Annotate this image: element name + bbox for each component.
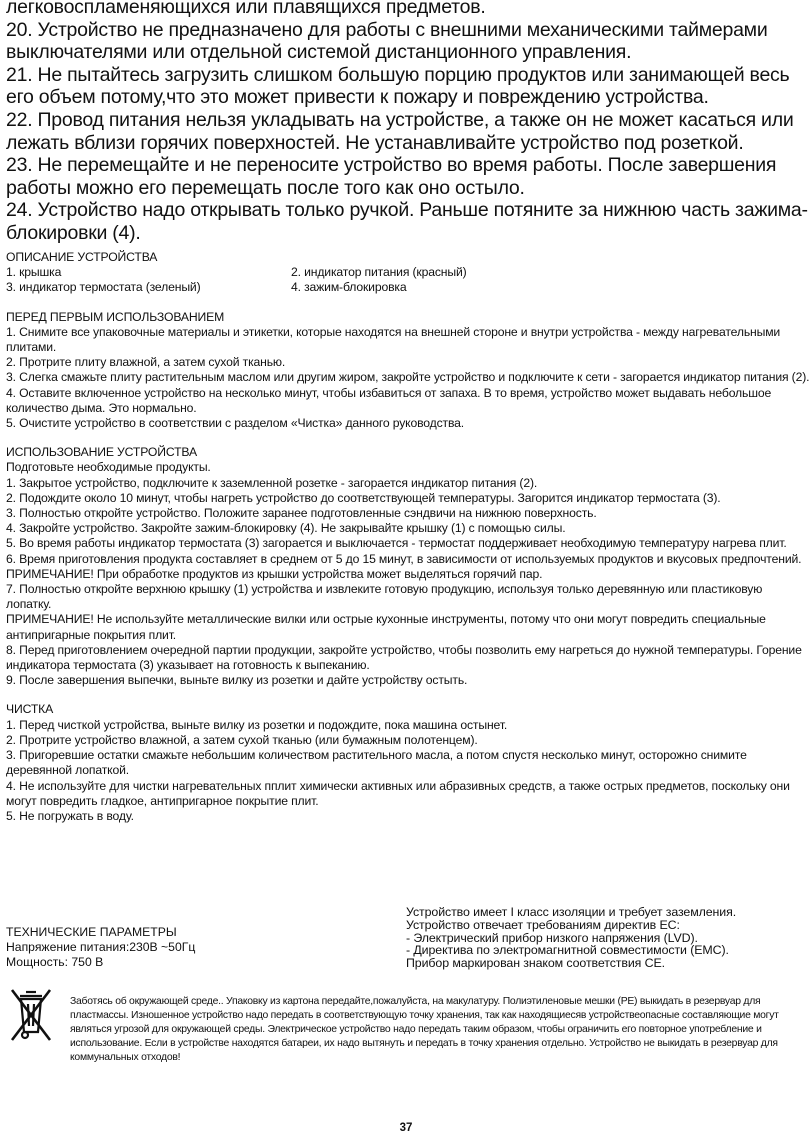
description-list: [6, 265, 810, 295]
cleaning-item: 3. Пригоревшие остатки смажьте небольшим количеством растительного масла, а потом спустя несколько минут, осторожно снимите деревянной лопаткой.: [6, 748, 747, 778]
cleaning-item: 5. Не погружать в воду.: [6, 808, 134, 823]
cleaning-item: 1. Перед чисткой устройства, выньте вилку из розетки и подождите, пока машина остынет.: [6, 717, 508, 732]
cleaning-title: ЧИСТКА: [6, 702, 54, 717]
description-item: 2. индикатор питания (красный): [291, 265, 467, 280]
conformity-line: - Электрический прибор низкого напряжения (LVD).: [406, 930, 698, 945]
first-use-item: 2. Протрите плиту влажной, а затем сухой тканью.: [6, 355, 286, 370]
description-item: 1. крышка: [6, 265, 62, 280]
usage-item: 3. Полностью откройте устройство. Положите заранее подготовленные сэндвичи на нижнюю поверхность.: [6, 506, 597, 521]
usage-item: 9. После завершения выпечки, выньте вилку из розетки и дайте устройству остыть.: [6, 673, 468, 688]
safety-item: 23. Не перемещайте и не переносите устройство во время работы. После завершения работы можно его перемещать после того как оно остыло.: [6, 154, 777, 199]
crossed-out-wheelie-bin-icon: [8, 986, 54, 1046]
cleaning-section: [6, 702, 810, 824]
main-content: [6, 250, 810, 838]
conformity-line: Устройство имеет I класс изоляции и требует заземления.: [406, 905, 737, 919]
description-section: [6, 250, 810, 296]
usage-item: 8. Перед приготовлением очередной партии продукции, закройте устройство, чтобы позволить ему нагреться до нужной температуры. Горение индикатора термостата (3) указывает на готовность к выпеканию.: [6, 642, 802, 673]
usage-title: ИСПОЛЬЗОВАНИЕ УСТРОЙСТВА: [6, 445, 197, 460]
usage-item: 1. Закрытое устройство, подключите к заземленной розетке - загорается индикатор питания (2).: [6, 475, 538, 490]
usage-note: ПРИМЕЧАНИЕ! Не используйте металлические вилки или острые кухонные инструменты, потому что они могут повредить специальные антипригарные покрытия плит.: [6, 612, 766, 642]
page-number: 37: [399, 1122, 413, 1134]
first-use-item: 4. Оставите включенное устройство на несколько минут, чтобы избавиться от запаха. В то время, устройство может выдавать небольшое количество дыма. Это нормально.: [6, 385, 772, 415]
safety-item: 20. Устройство не предназначено для работы с внешними механическими таймерами выключателями или отдельной системой дистанционного управления.: [6, 18, 768, 64]
conformity-line: Устройство отвечает требованиям директив ЕС:: [406, 917, 680, 932]
usage-item: Подготовьте необходимые продукты.: [6, 460, 211, 475]
first-use-item: 5. Очистите устройство в соответствии с разделом «Чистка» данного руководства.: [6, 416, 465, 431]
description-title: ОПИСАНИЕ УСТРОЙСТВА: [6, 250, 158, 264]
description-item: 4. зажим-блокировка: [291, 280, 407, 295]
tech-power: Мощность: 750 В: [6, 955, 104, 970]
first-use-section: [6, 310, 810, 432]
usage-item: 6. Время приготовления продукта составляет в среднем от 5 до 15 минут, в зависимости от используемых продуктов и вкусовых предпочтений.: [6, 551, 802, 566]
cleaning-item: 2. Протрите устройство влажной, а затем сухой тканью (или бумажным полотенцем).: [6, 732, 478, 747]
technical-parameters: [6, 925, 366, 971]
usage-note: ПРИМЕЧАНИЕ! При обработке продуктов из крышки устройства может выделяться горячий пар.: [6, 566, 543, 581]
tech-voltage: Напряжение питания:230В ~50Гц: [6, 940, 196, 955]
usage-item: 2. Подождите около 10 минут, чтобы нагреть устройство до соответствующей температуры. Загорится индикатор термостата (3).: [6, 490, 721, 505]
conformity-line: Прибор маркирован знаком соответствия CE.: [406, 956, 665, 971]
first-use-item: 3. Слегка смажьте плиту растительным маслом или другим жиром, закройте устройство и подключите к сети - загорается индикатор питания (2).: [6, 370, 810, 385]
conformity-statement: [406, 906, 810, 970]
first-use-item: 1. Снимите все упаковочные материалы и этикетки, которые находятся на внешней стороне и внутри устройства - между нагревательными плитами.: [6, 324, 781, 355]
safety-item: легковоспламеняющихся или плавящихся предметов.: [6, 0, 486, 18]
usage-section: [6, 445, 810, 688]
environment-notice: [6, 985, 810, 1065]
usage-item: 5. Во время работы индикатор термостата (3) загорается и выключается - термостат поддерживает необходимую температуру нагрева плит.: [6, 536, 787, 551]
first-use-title: ПЕРЕД ПЕРВЫМ ИСПОЛЬЗОВАНИЕМ: [6, 309, 225, 324]
safety-instructions-continued: [6, 0, 810, 245]
safety-item: 21. Не пытайтесь загрузить слишком большую порцию продуктов или занимающей весь его объем потому,что это может привести к пожару и повреждению устройства.: [6, 63, 790, 109]
cleaning-item: 4. Не используйте для чистки нагревательных пплит химически активных или абразивных средств, а также острых предметов, поскольку они могут повредить гладкое, антипригарное покрытие плит.: [6, 778, 790, 808]
usage-item: 4. Закройте устройство. Закройте зажим-блокировку (4). Не закрывайте крышку (1) с помощью силы.: [6, 521, 566, 536]
usage-item: 7. Полностью откройте верхнюю крышку (1) устройства и извлеките готовую продукцию, используя только деревянную или пластиковую лопатку.: [6, 582, 763, 612]
safety-item: 22. Провод питания нельзя укладывать на устройстве, а также он не может касаться или лежать вблизи горячих поверхностей. Не устанавливайте устройство под розеткой.: [6, 108, 794, 154]
description-item: 3. индикатор термостата (зеленый): [6, 280, 201, 295]
safety-item: 24. Устройство надо открывать только ручкой. Раньше потяните за нижнюю часть зажима-блокировки (4).: [6, 199, 808, 244]
tech-title: ТЕХНИЧЕСКИЕ ПАРАМЕТРЫ: [6, 925, 177, 939]
environment-text: Заботясь об окружающей среде.. Упаковку из картона передайте,пожалуйста, на макулатуру. Полиэтиленовые мешки (PE) выкидать в резервуар для пластмассы. Изношенное устройство надо передать в соответствующую точку хранения, так как находящиесяв устройствеопасные составляющие могут являться угрозой для окружающей среды. Электрическое устройство надо передать таким образом, чтобы ограничить его повторное употребление и использование. Если в устройстве находятся батареи, их надо вытянуть и передать в точку хранения отдельно. Устройство не выкидать в резервуар для коммунальных отходов!: [70, 996, 779, 1063]
conformity-line: - Директива по электромагнитной совместимости (EMC).: [406, 943, 729, 958]
